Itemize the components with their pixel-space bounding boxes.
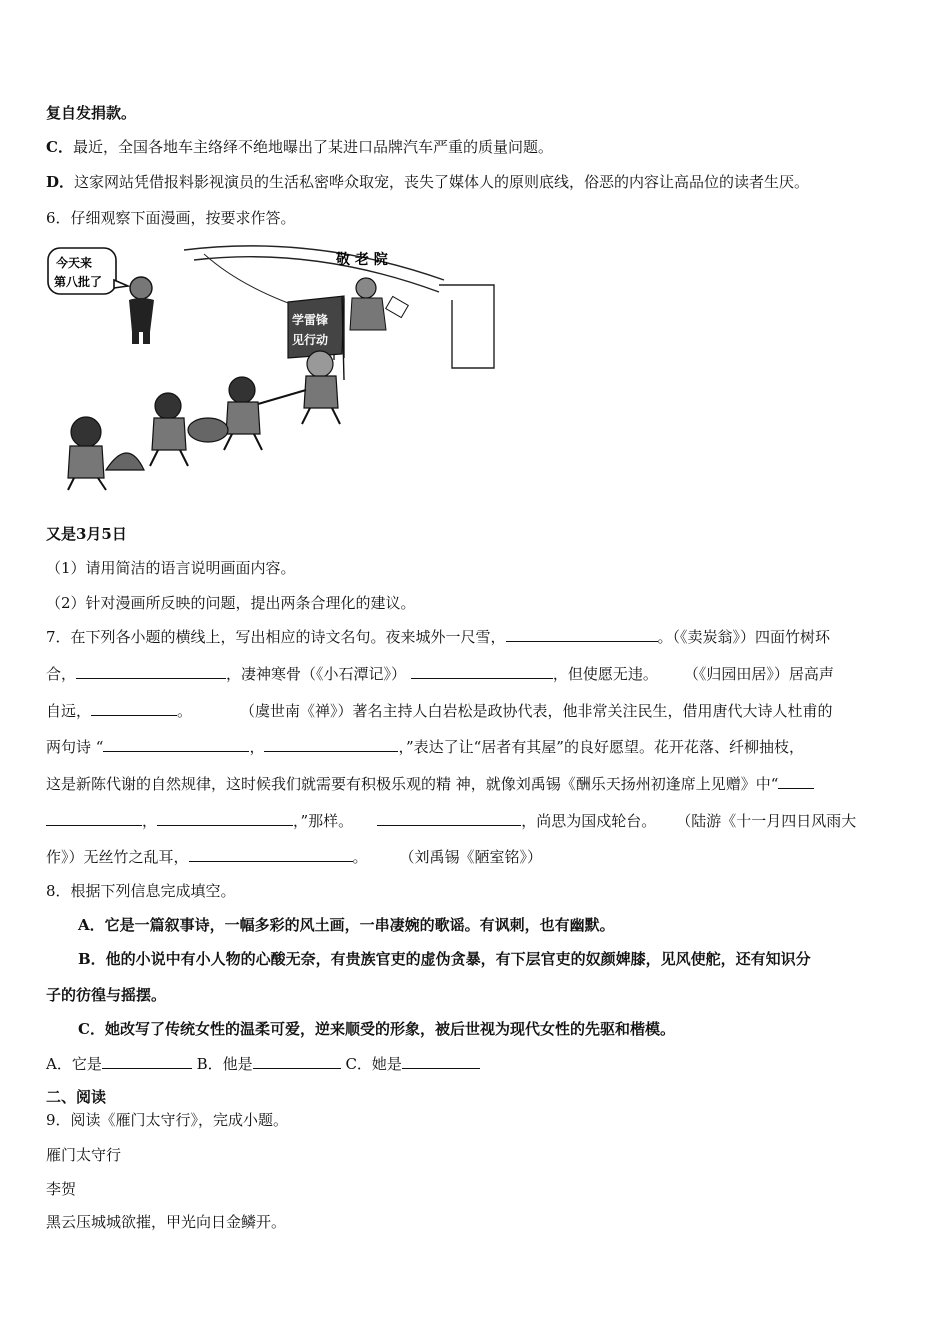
question-7-line	[46, 736, 916, 757]
flag-text-line1: 学雷锋	[292, 313, 329, 327]
child-figure-2	[224, 377, 306, 450]
text: （刘禹锡《陋室铭》）	[399, 848, 543, 866]
answer-blank[interactable]	[91, 700, 177, 716]
child-figure-4	[68, 417, 144, 490]
question-7-line	[46, 663, 916, 684]
answer-blank[interactable]	[402, 1053, 480, 1069]
answer-blank[interactable]	[189, 846, 353, 862]
poem-title: 雁门太守行	[46, 1146, 122, 1164]
bubble-text-line1: 今天来	[56, 256, 93, 270]
text: （虞世南《禅》）著名主持人白岩松是政协代表，他非常关注民生，借用唐代大诗人杜甫的	[240, 702, 833, 720]
text: ，”表达了让“居者有其屋”的良好愿望。花开花落、纤柳抽枝，	[398, 738, 804, 756]
poem-author: 李贺	[46, 1180, 77, 1198]
answer-blank[interactable]	[778, 773, 814, 789]
question-7-line	[46, 846, 916, 867]
child-figure-3	[150, 393, 228, 466]
cartoon-caption: 又是3月5日	[46, 525, 127, 543]
speech-bubble-tail	[114, 280, 128, 288]
old-man-figure	[129, 277, 154, 344]
woman-at-gate	[350, 278, 408, 330]
option-label: C．	[46, 138, 73, 156]
answer-blank[interactable]	[506, 626, 658, 642]
question-8-item-b-cont: 子的彷徨与摇摆。	[46, 986, 167, 1004]
question-7-line	[46, 700, 916, 721]
flag-text-line2: 见行动	[292, 333, 329, 347]
question-7-line	[46, 810, 916, 831]
text: 合，	[46, 665, 77, 683]
answer-blank[interactable]	[253, 1053, 341, 1069]
question-8-item-c: C．她改写了传统女性的温柔可爱，逆来顺受的形象，被后世视为现代女性的先驱和楷模。	[78, 1020, 675, 1038]
question-6-sub2: （2）针对漫画所反映的问题，提出两条合理化的建议。	[46, 594, 416, 612]
question-8-title: 8．根据下列信息完成填空。	[46, 882, 236, 900]
text: 作》）无丝竹之乱耳，	[46, 848, 189, 866]
text: 。	[177, 702, 193, 720]
text: 。（《卖炭翁》）四面竹树环	[657, 628, 831, 646]
text: 这是新陈代谢的自然规律，这时候我们就需要有积极乐观的精 神，就像刘禹锡《酬乐天扬州初逢席上见赠》中“	[46, 775, 779, 793]
poem-line: 黑云压城城欲摧，甲光向日金鳞开。	[46, 1213, 287, 1231]
option-label: D．	[46, 173, 75, 191]
gate-text: 敬 老 院	[336, 252, 388, 268]
text: ，	[249, 738, 265, 756]
question-7-line	[46, 773, 916, 794]
text: 7．在下列各小题的横线上，写出相应的诗文名句。夜来城外一尺雪，	[46, 628, 506, 646]
bubble-text-line2: 第八批了	[54, 275, 103, 289]
answer-blank[interactable]	[157, 810, 293, 826]
text: 自远，	[46, 702, 92, 720]
answer-blank[interactable]	[102, 1053, 192, 1069]
question-8-item-a: A．它是一篇叙事诗，一幅多彩的风土画，一串凄婉的歌谣。有讽刺，也有幽默。	[78, 916, 615, 934]
answer-label: C．她是	[345, 1055, 402, 1073]
answer-blank[interactable]	[264, 736, 398, 752]
answer-blank[interactable]	[76, 663, 226, 679]
question-8-answers	[46, 1053, 916, 1074]
text-line: 复自发捐款。	[46, 104, 137, 122]
section-heading: 二、阅读	[46, 1088, 107, 1106]
answer-blank[interactable]	[411, 663, 553, 679]
text: ，”那样。	[293, 812, 354, 830]
text: 两句诗 “	[46, 738, 104, 756]
option-text: 最近，全国各地车主络绎不绝地曝出了某进口品牌汽车严重的质量问题。	[72, 138, 553, 156]
text: ，但使愿无违。	[552, 665, 658, 683]
answer-blank[interactable]	[103, 736, 249, 752]
option-text: 这家网站凭借报料影视演员的生活私密哗众取宠，丧失了媒体人的原则底线，俗恶的内容让高品位的读者生厌。	[74, 173, 810, 191]
answer-label: B．他是	[196, 1055, 253, 1073]
answer-blank[interactable]	[377, 810, 521, 826]
question-6-title: 6．仔细观察下面漫画，按要求作答。	[46, 209, 296, 227]
child-figure-1	[302, 351, 340, 424]
text: （《归园田居》）居高声	[683, 665, 834, 683]
question-9-title: 9．阅读《雁门太守行》，完成小题。	[46, 1111, 289, 1129]
answer-blank[interactable]	[46, 810, 142, 826]
option-d	[46, 172, 916, 192]
text: （陆游《十一月四日风雨大	[676, 812, 857, 830]
question-7-line	[46, 626, 916, 647]
question-8-item-b: B．他的小说中有小人物的心酸无奈，有贵族官吏的虚伪贪暴，有下层官吏的奴颜婢膝，见风使舵，还有知识分	[78, 950, 811, 968]
text: ，凄神寒骨（《小石潭记》）	[226, 665, 407, 683]
answer-label: A．它是	[46, 1055, 102, 1073]
option-c	[46, 137, 916, 157]
cartoon-image	[44, 240, 496, 496]
question-6-sub1: （1）请用简洁的语言说明画面内容。	[46, 559, 296, 577]
text: 。	[352, 848, 368, 866]
text: ，尚思为国戍轮台。	[521, 812, 657, 830]
text: ，	[142, 812, 158, 830]
